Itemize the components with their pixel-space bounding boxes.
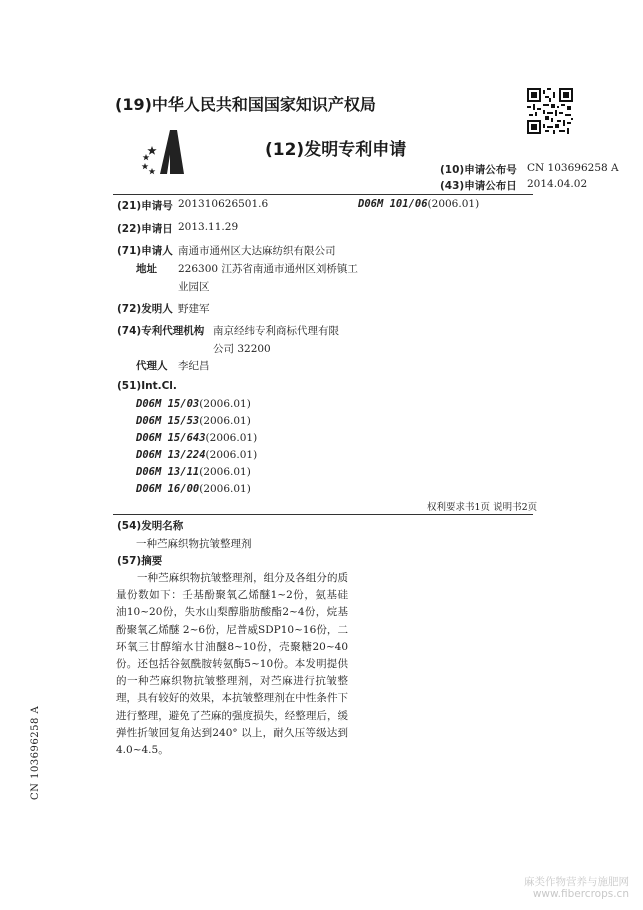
applicant: 南通市通州区大达麻纺织有限公司 xyxy=(178,245,336,257)
agency-line-2: 公司 32200 xyxy=(213,343,271,355)
class-entry xyxy=(136,398,251,410)
class-code: D06M 15/53 xyxy=(136,415,200,427)
class-version: (2006.01) xyxy=(199,398,251,410)
office-name: (19)中华人民共和国国家知识产权局 xyxy=(115,95,376,114)
inventor: 野建军 xyxy=(178,303,210,315)
pub-no: CN 103696258 A xyxy=(527,162,619,174)
class-entry xyxy=(136,415,251,427)
class-version: (2006.01) xyxy=(199,483,251,495)
abstract-label: (57)摘要 xyxy=(117,555,163,567)
abstract-text: 一种苎麻织物抗皱整理剂，组分及各组分的质量份数如下：壬基酚聚氧乙烯醚1~2份，氨基硅油10~20份，失水山梨醇脂肪酸酯2~4份，烷基酚聚氧乙烯醚 2~6份，尼普威SDP10~16份，二环氧三甘醇缩水甘油醚8~10份，壳聚糖20~40份。还包括谷氨酰胺转氨酶5~10份。本发明提供的一种苎麻织物抗皱整理剂，对苎麻进行抗皱整理，具有较好的效果，本抗皱整理剂在中性条件下进行整理，避免了苎麻的强度损失，经整理后，缓弹性折皱回复角达到240° 以上，耐久压等级达到4.0~4.5。 xyxy=(116,572,348,757)
class-entry xyxy=(136,432,257,444)
class-version: (2006.01) xyxy=(205,449,258,461)
ipc-right-ver: (2006.01) xyxy=(427,198,480,210)
watermark-line-2: www.fibercrops.cn xyxy=(532,888,629,900)
class-code: D06M 13/224 xyxy=(136,449,206,461)
inventor-label: (72)发明人 xyxy=(117,303,173,315)
pages-note: 权利要求书1页 说明书2页 xyxy=(427,502,538,513)
title-label: (54)发明名称 xyxy=(117,520,184,532)
address-line-1: 226300 江苏省南通市通州区刘桥镇工 xyxy=(178,263,358,275)
class-entry xyxy=(136,483,251,495)
ipc-right-code: D06M 101/06 xyxy=(358,198,428,210)
class-code: D06M 15/643 xyxy=(136,432,206,444)
sipo-logo-icon xyxy=(140,128,190,176)
agency-label: (74)专利代理机构 xyxy=(117,325,205,337)
class-entry xyxy=(136,449,257,461)
class-code: D06M 15/03 xyxy=(136,398,200,410)
pub-date-label: (43)申请公布日 xyxy=(440,180,517,192)
intcl-label: (51)Int.Cl. xyxy=(117,380,177,392)
watermark-line-1: 麻类作物营养与施肥网 xyxy=(524,876,629,888)
filing-date: 2013.11.29 xyxy=(178,221,239,233)
class-code: D06M 13/11 xyxy=(136,466,200,478)
header-rule xyxy=(113,194,533,195)
applicant-label: (71)申请人 xyxy=(117,245,173,257)
section-rule xyxy=(113,514,533,515)
class-version: (2006.01) xyxy=(205,432,258,444)
pub-date: 2014.04.02 xyxy=(527,178,588,190)
side-publication-number: CN 103696258 A xyxy=(30,705,41,800)
class-version: (2006.01) xyxy=(199,466,251,478)
invention-title: 一种苎麻织物抗皱整理剂 xyxy=(136,538,252,550)
class-entry xyxy=(136,466,251,478)
filing-date-label: (22)申请日 xyxy=(117,223,173,235)
address-label: 地址 xyxy=(136,263,157,275)
address-line-2: 业园区 xyxy=(178,281,210,293)
abstract-body xyxy=(116,570,348,759)
agency-line-1: 南京经纬专利商标代理有限 xyxy=(213,325,339,337)
class-version: (2006.01) xyxy=(199,415,251,427)
agent-label: 代理人 xyxy=(136,360,168,372)
app-no: 201310626501.6 xyxy=(178,198,269,210)
watermark xyxy=(524,876,629,900)
qr-code-icon xyxy=(527,88,573,134)
pub-no-label: (10)申请公布号 xyxy=(440,164,517,176)
app-no-label: (21)申请号 xyxy=(117,200,173,212)
class-code: D06M 16/00 xyxy=(136,483,200,495)
agent: 李纪昌 xyxy=(178,360,210,372)
document-type: (12)发明专利申请 xyxy=(265,140,407,160)
